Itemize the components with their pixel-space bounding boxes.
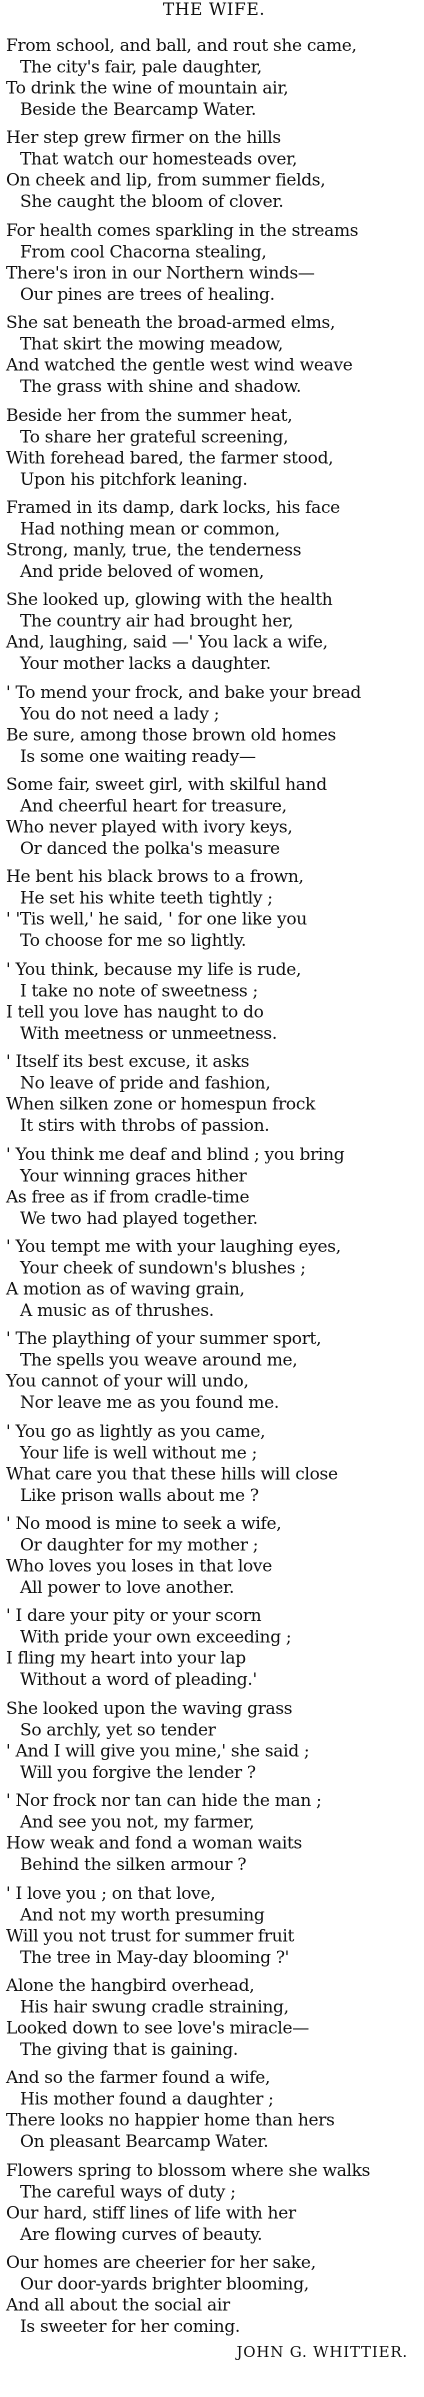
stanza bbox=[6, 775, 422, 861]
poem-line: Be sure, among those brown old homes bbox=[6, 725, 336, 746]
poem-line: Your cheek of sundown's blushes ; bbox=[20, 1258, 306, 1279]
poem-line: It stirs with throbs of passion. bbox=[20, 1116, 270, 1137]
poem-line: With meetness or unmeetness. bbox=[20, 1023, 277, 1044]
poem-line: To choose for me so lightly. bbox=[20, 931, 247, 952]
poem-title: THE WIFE. bbox=[162, 0, 266, 20]
poem-line: Our door-yards brighter blooming, bbox=[20, 2274, 309, 2295]
poem-line: All power to love another. bbox=[20, 1578, 235, 1598]
poem-line: Or danced the polka's measure bbox=[20, 839, 280, 859]
poem-line: The giving that is gaining. bbox=[20, 2040, 239, 2060]
poem-line: When silken zone or homespun frock bbox=[6, 1094, 316, 1115]
poem-line: There looks no happier home than hers bbox=[6, 2111, 335, 2131]
stanza bbox=[6, 221, 422, 307]
stanza bbox=[6, 1606, 422, 1692]
stanza bbox=[6, 2068, 422, 2154]
poem-line: And watched the gentle west wind weave bbox=[6, 355, 353, 376]
author-signature: JOHN G. WHITTIER. bbox=[236, 2343, 408, 2362]
stanza bbox=[6, 2161, 422, 2247]
stanza bbox=[6, 1145, 422, 1231]
poem-line: With pride your own exceeding ; bbox=[20, 1627, 292, 1648]
poem-line: Beside her from the summer heat, bbox=[6, 405, 293, 426]
poem-line: There's iron in our Northern winds— bbox=[6, 263, 315, 284]
poem-line: She looked up, glowing with the health bbox=[6, 590, 333, 611]
stanza bbox=[6, 2253, 422, 2339]
poem-line: That skirt the mowing meadow, bbox=[20, 334, 283, 355]
poem-line: Her step grew firmer on the hills bbox=[6, 128, 281, 149]
stanza bbox=[6, 590, 422, 676]
poem-line: A motion as of waving grain, bbox=[6, 1279, 245, 1300]
stanza bbox=[6, 1699, 422, 1785]
poem-line: Some fair, sweet girl, with skilful hand bbox=[6, 775, 327, 795]
poem-line: We two had played together. bbox=[20, 1208, 258, 1229]
poem-line: The tree in May-day blooming ?' bbox=[20, 1947, 290, 1968]
stanza bbox=[6, 1976, 422, 2062]
poem-line: As free as if from cradle-time bbox=[6, 1187, 250, 1208]
poem-line: And pride beloved of women, bbox=[20, 562, 265, 582]
poem-line: From school, and ball, and rout she came, bbox=[6, 36, 357, 56]
stanza bbox=[6, 867, 422, 953]
poem-line: Or daughter for my mother ; bbox=[20, 1535, 259, 1556]
poem-line: She caught the bloom of clover. bbox=[20, 192, 284, 213]
poem-line: Our hard, stiff lines of life with her bbox=[6, 2203, 296, 2224]
poem-line: ' You go as lightly as you came, bbox=[6, 1421, 266, 1442]
stanza bbox=[6, 1791, 422, 1877]
poem-line: Is sweeter for her coming. bbox=[20, 2317, 241, 2337]
stanza bbox=[6, 1422, 422, 1508]
poem-line: The spells you weave around me, bbox=[20, 1350, 298, 1371]
poem-line: Behind the silken armour ? bbox=[20, 1855, 247, 1876]
stanza bbox=[6, 313, 422, 399]
poem-line: ' I dare your pity or your scorn bbox=[6, 1606, 262, 1627]
poem-line: Flowers spring to blossom where she walks bbox=[6, 2160, 371, 2181]
poem-line: And cheerful heart for treasure, bbox=[20, 796, 287, 817]
poem-line: For health comes sparkling in the streams bbox=[6, 220, 359, 241]
poem-line: I take no note of sweetness ; bbox=[20, 981, 258, 1001]
poem-line: She looked upon the waving grass bbox=[6, 1698, 293, 1719]
poem-line: From cool Chacorna stealing, bbox=[20, 242, 267, 262]
poem-line: To drink the wine of mountain air, bbox=[6, 78, 289, 99]
poem-line: Your life is well without me ; bbox=[20, 1443, 258, 1463]
poem-line: Strong, manly, true, the tenderness bbox=[6, 540, 302, 561]
poem-line: A music as of thrushes. bbox=[20, 1301, 214, 1321]
stanza bbox=[6, 1329, 422, 1415]
poem-line: He set his white teeth tightly ; bbox=[20, 888, 273, 909]
poem-line: His mother found a daughter ; bbox=[20, 2089, 274, 2110]
poem-line: He bent his black brows to a frown, bbox=[6, 867, 304, 888]
poem-line: ' You think, because my life is rude, bbox=[6, 959, 302, 980]
poem-line: Is some one waiting ready— bbox=[20, 746, 256, 767]
poem-line: Beside the Bearcamp Water. bbox=[20, 100, 257, 120]
poem-line: ' You think me deaf and blind ; you bring bbox=[6, 1144, 345, 1165]
poem-line: And not my worth presuming bbox=[20, 1904, 265, 1925]
poem-line: Nor leave me as you found me. bbox=[20, 1393, 279, 1414]
poem-line: Will you not trust for summer fruit bbox=[6, 1926, 295, 1947]
poem-line: Will you forgive the lender ? bbox=[20, 1762, 256, 1783]
poem-line: And, laughing, said —' You lack a wife, bbox=[6, 633, 328, 653]
poem-line: And all about the social air bbox=[6, 2295, 230, 2316]
poem-line: ' No mood is mine to seek a wife, bbox=[6, 1514, 282, 1534]
stanza bbox=[6, 1514, 422, 1600]
poem-line: With forehead bared, the farmer stood, bbox=[6, 448, 334, 469]
poem-line: ' To mend your frock, and bake your bread bbox=[6, 682, 362, 703]
poem-line: You cannot of your will undo, bbox=[6, 1372, 249, 1392]
poem-line: Who never played with ivory keys, bbox=[6, 817, 293, 838]
poem-line: Looked down to see love's miracle— bbox=[6, 2018, 309, 2039]
poem-line: Upon his pitchfork leaning. bbox=[20, 469, 248, 490]
poem-line: That watch our homesteads over, bbox=[20, 149, 298, 170]
poem-line: You do not need a lady ; bbox=[20, 704, 220, 724]
poem-body bbox=[6, 36, 422, 2339]
poem-line: ' The plaything of your summer sport, bbox=[6, 1329, 322, 1350]
poem-line: So archly, yet so tender bbox=[20, 1720, 216, 1740]
poem-line: To share her grateful screening, bbox=[20, 426, 289, 447]
poem-line: She sat beneath the broad-armed elms, bbox=[6, 313, 336, 333]
poem-line: ' And I will give you mine,' she said ; bbox=[6, 1741, 310, 1762]
stanza bbox=[6, 36, 422, 122]
poem-line: Without a word of pleading.' bbox=[20, 1670, 257, 1691]
poem-line: ' Nor frock nor tan can hide the man ; bbox=[6, 1791, 322, 1811]
stanza bbox=[6, 128, 422, 214]
poem-line: And see you not, my farmer, bbox=[20, 1812, 255, 1833]
poem-line: The country air had brought her, bbox=[20, 611, 294, 632]
stanza bbox=[6, 683, 422, 769]
stanza bbox=[6, 498, 422, 584]
stanza bbox=[6, 1052, 422, 1138]
poem-line: Who loves you loses in that love bbox=[6, 1556, 272, 1577]
poem-line: Like prison walls about me ? bbox=[20, 1485, 259, 1506]
poem-line: Our pines are trees of healing. bbox=[20, 284, 275, 305]
poem-line: On cheek and lip, from summer fields, bbox=[6, 171, 326, 191]
poem-line: Are flowing curves of beauty. bbox=[20, 2224, 263, 2245]
poem-line: Framed in its damp, dark locks, his face bbox=[6, 497, 340, 518]
poem-line: I tell you love has naught to do bbox=[6, 1002, 264, 1023]
poem-line: Alone the hangbird overhead, bbox=[6, 1975, 255, 1996]
poem-line: On pleasant Bearcamp Water. bbox=[20, 2132, 269, 2153]
stanza bbox=[6, 1237, 422, 1323]
poem-line: What care you that these hills will close bbox=[6, 1464, 338, 1485]
poem-line: ' Itself its best excuse, it asks bbox=[6, 1052, 250, 1072]
poem-line: The grass with shine and shadow. bbox=[20, 377, 302, 398]
poem-line: The careful ways of duty ; bbox=[20, 2182, 236, 2202]
stanza bbox=[6, 960, 422, 1046]
poem-line: Your winning graces hither bbox=[20, 1165, 247, 1186]
poem-line: Your mother lacks a daughter. bbox=[20, 654, 271, 675]
poem-line: And so the farmer found a wife, bbox=[6, 2068, 271, 2089]
stanza bbox=[6, 1884, 422, 1970]
poem-line: ' I love you ; on that love, bbox=[6, 1883, 216, 1904]
poem-line: ' You tempt me with your laughing eyes, bbox=[6, 1236, 341, 1257]
poem-line: ' 'Tis well,' he said, ' for one like you bbox=[6, 910, 307, 930]
stanza bbox=[6, 406, 422, 492]
poem-line: The city's fair, pale daughter, bbox=[20, 57, 262, 78]
poem-line: Had nothing mean or common, bbox=[20, 519, 280, 540]
poem-line: How weak and fond a woman waits bbox=[6, 1833, 302, 1854]
poem-line: His hair swung cradle straining, bbox=[20, 1997, 289, 2018]
poem-line: I fling my heart into your lap bbox=[6, 1649, 246, 1669]
poem-line: No leave of pride and fashion, bbox=[20, 1073, 271, 1094]
poem-line: Our homes are cheerier for her sake, bbox=[6, 2253, 316, 2273]
